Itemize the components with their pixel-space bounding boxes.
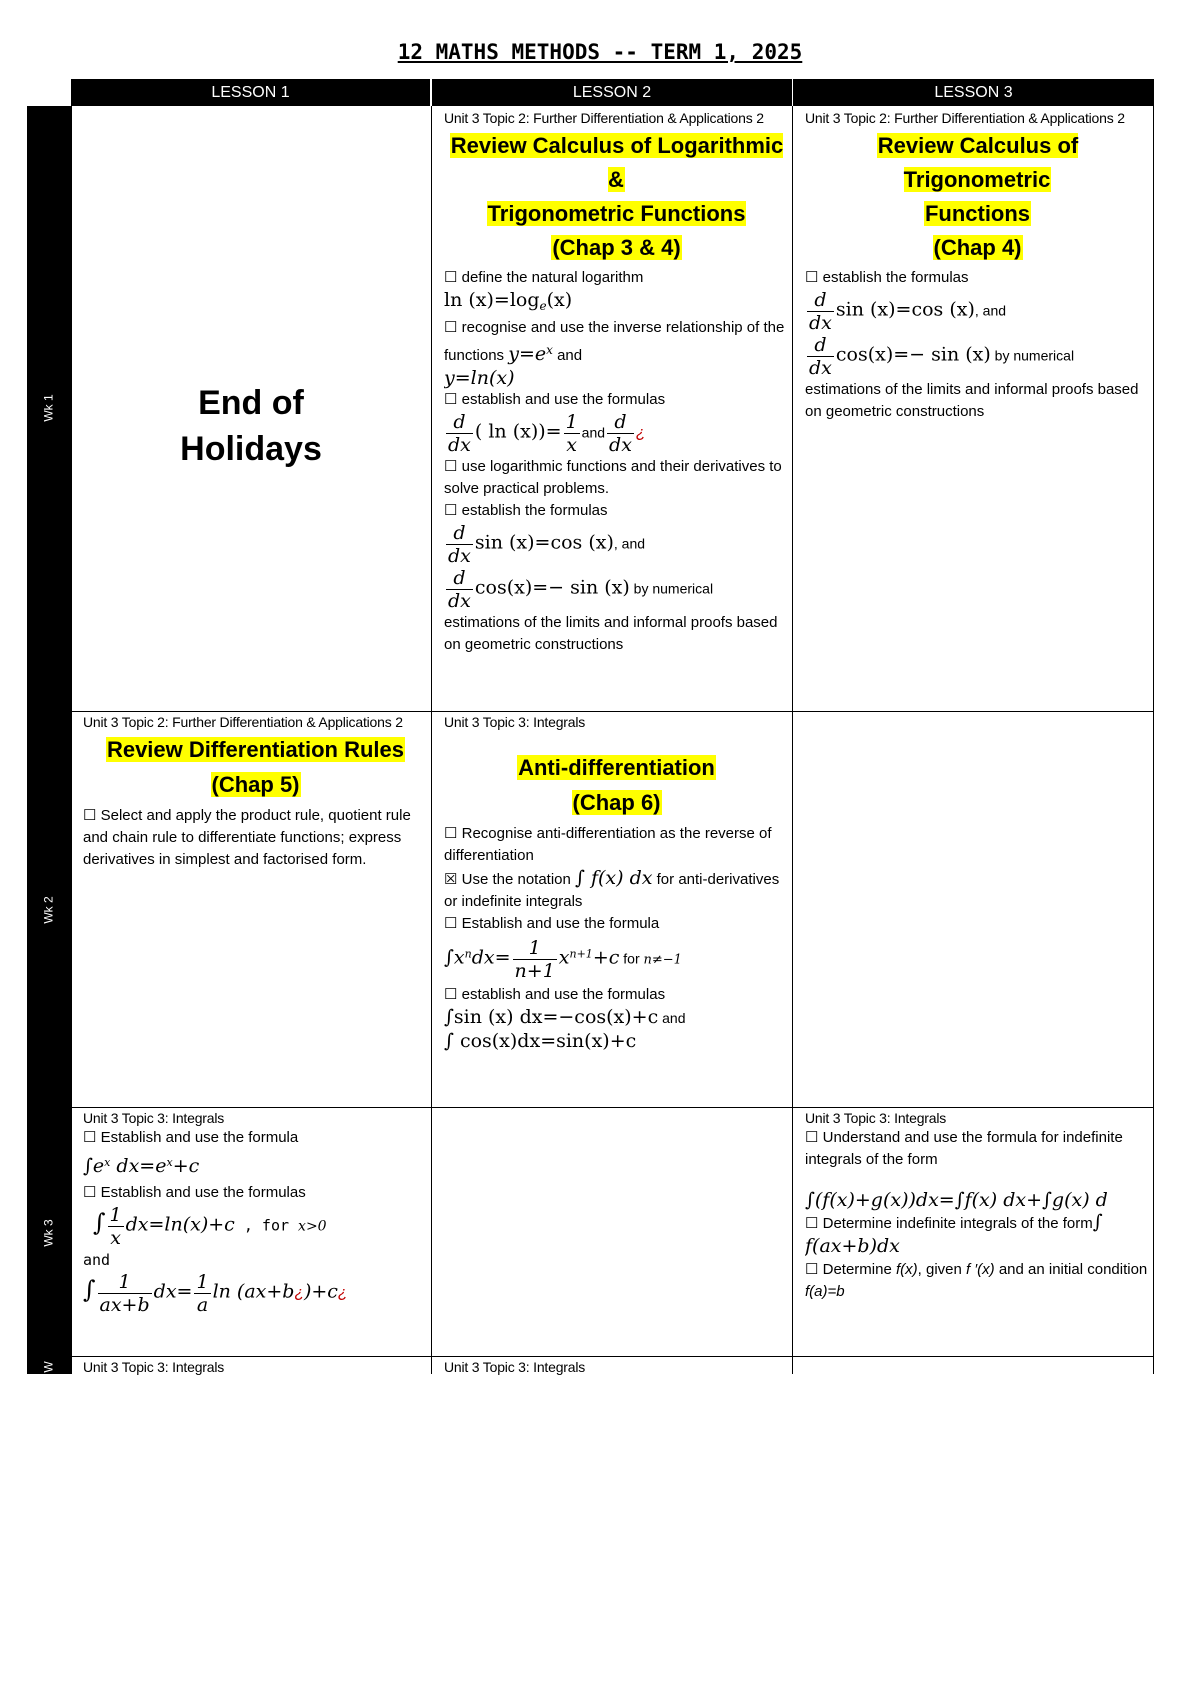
checkbox-item: ☐ use logarithmic functions and their derivatives to solve practical problems. <box>444 458 782 498</box>
end-of-holidays-line1: End of <box>198 384 304 422</box>
math-formula: $\ln (x)=\log_e(x)$ <box>444 289 573 314</box>
header-lesson-1: LESSON 1 <box>71 79 430 106</box>
end-of-holidays-line2: Holidays <box>180 430 322 468</box>
topic-label: Unit 3 Topic 3: Integrals <box>83 1110 225 1126</box>
wk2-lesson2-cell <box>444 713 789 1105</box>
review-heading: Review Calculus of Logarithmic & <box>450 133 784 192</box>
math-formula: $\frac{d}{dx}$ sin (x)=cos (x), and <box>809 289 1007 334</box>
math-formula: y=ln(x) <box>444 367 515 390</box>
chapter-label: (Chap 3 & 4) <box>552 235 681 260</box>
header-lesson-3: LESSON 3 <box>792 79 1154 106</box>
checkbox-item: ☐ Understand and use the formula for indefinite integrals of the form <box>805 1129 1123 1168</box>
topic-label: Unit 3 Topic 2: Further Differentiation & Applications 2 <box>444 110 764 126</box>
math-formula: ∫ $\frac{1}{ax+b}$ dx= $\frac{1}{a}$ ln (ax+b¿)+c¿ <box>83 1271 348 1317</box>
topic-label: Unit 3 Topic 3: Integrals <box>805 1110 947 1126</box>
checkbox-item: ☐ Establish and use the formulas <box>83 1184 306 1202</box>
topic-label: Unit 3 Topic 3: Integrals <box>444 714 586 730</box>
checkbox-item: ☐ Establish and use the formula <box>444 915 660 932</box>
review-heading: Review Calculus of Trigonometric <box>877 133 1079 192</box>
header-lesson-2: LESSON 2 <box>431 79 792 106</box>
grid-line <box>431 106 432 1374</box>
review-heading: Review Differentiation Rules <box>106 737 405 762</box>
grid-line <box>27 1107 1154 1108</box>
checkbox-item: ☐ establish the formulas <box>444 502 608 520</box>
chapter-label: (Chap 5) <box>211 772 300 797</box>
topic-label: Unit 3 Topic 2: Further Differentiation & Applications 2 <box>83 714 403 730</box>
checkbox-item: ☒ Use the notation ∫ f(x) dx for anti-derivatives or indefinite integrals <box>444 867 780 910</box>
grid-line <box>27 711 1154 712</box>
math-formula: $\int x^ndx=$ $\frac{1}{n+1}$ $x^{n+1}+c$ for n≠−1 <box>444 937 682 982</box>
checkbox-item: ☐ establish and use the formulas <box>444 391 666 409</box>
chapter-label: (Chap 6) <box>572 790 661 815</box>
math-formula: $\frac{d}{dx}$ ( ln (x))= $\frac{1}{x}$ and $\frac{d}{dx}$ ¿ <box>448 411 646 457</box>
checkbox-item: ☐ Recognise anti-differentiation as the reverse of differentiation <box>444 825 772 864</box>
body-text: estimations of the limits and informal proofs based on geometric constructions <box>805 381 1139 420</box>
checkbox-item: ☐ establish the formulas <box>805 269 969 286</box>
math-formula: $\int e^x$ $dx=e^x+c$ <box>83 1155 200 1178</box>
week-label-4: W <box>41 1361 56 1373</box>
review-heading: Trigonometric Functions <box>487 201 746 226</box>
body-text: estimations of the limits and informal proofs based on geometric constructions <box>444 614 778 654</box>
chapter-label: (Chap 4) <box>933 235 1022 260</box>
review-heading: Functions <box>924 201 1031 226</box>
wk1-lesson2-cell <box>444 109 789 709</box>
grid-line <box>71 106 72 1374</box>
wk4-lesson1-topic: Unit 3 Topic 3: Integrals <box>83 1359 225 1375</box>
wk2-lesson1-cell <box>83 713 428 1105</box>
review-heading: Anti-differentiation <box>518 755 715 780</box>
wk3-lesson3-cell <box>805 1109 1152 1355</box>
math-formula: ∫ cos(x)dx=sin(x)+c <box>444 1030 637 1052</box>
wk1-lesson1-cell <box>72 380 430 472</box>
checkbox-item: ☐ Establish and use the formula <box>83 1129 299 1146</box>
week-label-3: Wk 3 <box>42 1219 56 1247</box>
wk1-lesson3-cell <box>805 109 1150 709</box>
wk4-lesson2-topic: Unit 3 Topic 3: Integrals <box>444 1359 586 1375</box>
math-formula: ∫sin (x) dx=−cos(x)+c and <box>444 1006 686 1028</box>
grid-line <box>1153 106 1154 1374</box>
checkbox-item: ☐ Determine f(x), given f ′(x) and an initial condition f(a)=b <box>805 1261 1148 1300</box>
and-text: and <box>83 1251 111 1270</box>
math-formula: ∫(f(x)+g(x))dx=∫f(x) dx+∫g(x) d <box>805 1189 1108 1211</box>
page-title: 12 MATHS METHODS -- TERM 1, 2025 <box>397 40 803 64</box>
checkbox-item: ☐ recognise and use the inverse relationship of the functions $y=e^x$ and <box>444 319 785 366</box>
math-formula: $\frac{d}{dx}$ sin (x)=cos (x), and <box>448 522 646 568</box>
math-formula: $\frac{d}{dx}$ cos(x)=− sin (x) by numerical <box>809 334 1075 379</box>
wk3-lesson1-cell <box>83 1109 428 1355</box>
checkbox-item: ☐ Determine indefinite integrals of the form∫ f(ax+b)dx <box>805 1211 1103 1257</box>
week-label-1: Wk 1 <box>42 393 56 422</box>
grid-line <box>27 1356 1154 1357</box>
math-formula: ∫ $\frac{1}{x}$ dx=ln(x)+c , for x>0 <box>93 1204 327 1250</box>
topic-label: Unit 3 Topic 2: Further Differentiation & Applications 2 <box>805 110 1125 126</box>
checkbox-item: ☐ Select and apply the product rule, quotient rule and chain rule to differentiate functions; express derivatives in simplest and factorised form. <box>83 807 411 868</box>
math-formula: $\frac{d}{dx}$ cos(x)=− sin (x) by numerical <box>448 567 714 613</box>
checkbox-item: ☐ define the natural logarithm <box>444 269 644 286</box>
grid-line <box>792 106 793 1374</box>
checkbox-item: ☐ establish and use the formulas <box>444 986 666 1003</box>
week-label-2: Wk 2 <box>42 896 56 924</box>
